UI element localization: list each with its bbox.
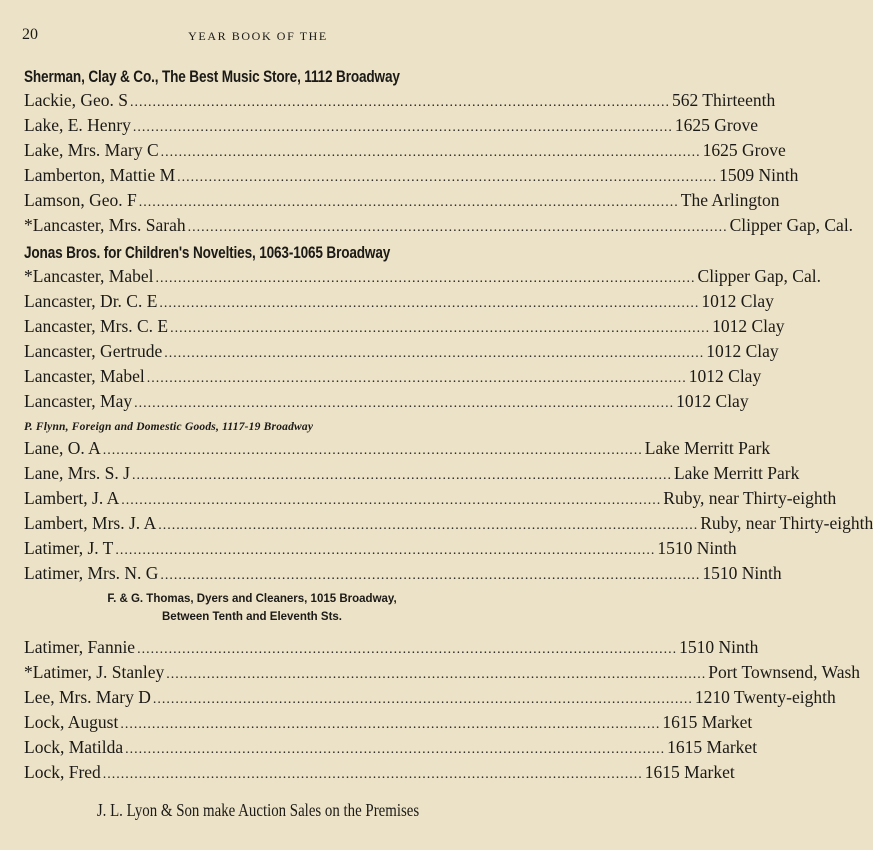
- dot-leader: ........................................................................................................................: [159, 296, 700, 311]
- directory-entry: [24, 687, 836, 712]
- entry-name: Lock, Fred: [24, 762, 101, 782]
- entry-name: Lock, Matilda: [24, 737, 124, 757]
- dot-leader: ........................................................................................................................: [102, 767, 643, 782]
- entry-name: Lock, August: [24, 712, 119, 732]
- directory-entry: [24, 165, 799, 190]
- directory-entry: [24, 513, 873, 538]
- directory-entry: [24, 563, 782, 588]
- directory-entry: [24, 215, 854, 240]
- directory-entry: [24, 140, 786, 165]
- directory-entry: [24, 463, 800, 488]
- directory-entry: [24, 266, 821, 291]
- dot-leader: ........................................................................................................................: [158, 518, 699, 533]
- dot-leader: ........................................................................................................................: [160, 568, 701, 583]
- advertisement-line: F. & G. Thomas, Dyers and Cleaners, 1015 Broadway,: [107, 593, 397, 605]
- advertisement: Jonas Bros. for Children's Novelties, 1063-1065 Broadway: [24, 243, 391, 262]
- entry-address: 1012 Clay: [676, 391, 749, 411]
- entry-name: Lee, Mrs. Mary D: [24, 687, 151, 707]
- entry-address: 1615 Market: [667, 737, 758, 757]
- dot-leader: ........................................................................................................................: [131, 468, 672, 483]
- entry-address: 1510 Ninth: [679, 637, 759, 657]
- entry-address: 1625 Grove: [674, 115, 759, 135]
- dot-leader: ........................................................................................................................: [130, 95, 670, 110]
- dot-leader: ........................................................................................................................: [146, 371, 687, 386]
- entry-name: Lane, Mrs. S. J: [24, 463, 130, 483]
- dot-leader: ........................................................................................................................: [160, 145, 701, 160]
- directory-entry: [24, 488, 837, 513]
- dot-leader: ........................................................................................................................: [164, 346, 705, 361]
- directory-entry: [24, 366, 762, 391]
- directory-entry: [24, 291, 774, 316]
- entry-name: Latimer, Fannie: [24, 637, 136, 657]
- entry-address: 1510 Ninth: [702, 563, 782, 583]
- footer-advertisement: J. L. Lyon & Son make Auction Sales on the Premises: [96, 800, 420, 820]
- entry-name: Lancaster, May: [24, 391, 133, 411]
- dot-leader: ........................................................................................................................: [120, 717, 661, 732]
- entry-name: Lancaster, Dr. C. E: [24, 291, 158, 311]
- dot-leader: ........................................................................................................................: [134, 396, 675, 411]
- entry-address: 1625 Grove: [702, 140, 786, 160]
- entry-name: Latimer, Mrs. N. G: [24, 563, 159, 583]
- directory-entry: [24, 438, 771, 463]
- entry-name: *Lancaster, Mabel: [24, 266, 154, 286]
- entry-address: 562 Thirteenth: [672, 90, 776, 110]
- dot-leader: ........................................................................................................................: [155, 271, 696, 286]
- entry-name: Lane, O. A: [24, 438, 101, 458]
- entry-address: 1510 Ninth: [657, 538, 737, 558]
- entry-address: 1012 Clay: [688, 366, 762, 386]
- entry-address: The Arlington: [680, 190, 780, 210]
- dot-leader: ........................................................................................................................: [121, 493, 662, 508]
- entry-address: Lake Merritt Park: [644, 438, 771, 458]
- entry-name: Latimer, J. T: [24, 538, 114, 558]
- entry-address: 1615 Market: [644, 762, 735, 782]
- directory-entry: [24, 538, 737, 563]
- entry-name: Lamson, Geo. F: [24, 190, 137, 210]
- advertisement: [24, 588, 480, 637]
- entry-name: Lancaster, Mabel: [24, 366, 145, 386]
- advertisement-line: Between Tenth and Eleventh Sts.: [162, 611, 342, 623]
- directory-entry: [24, 90, 776, 115]
- dot-leader: ........................................................................................................................: [138, 195, 679, 210]
- entry-address: Clipper Gap, Cal.: [697, 266, 821, 286]
- directory-entry: [24, 662, 861, 687]
- dot-leader: ........................................................................................................................: [177, 170, 718, 185]
- entry-name: *Latimer, J. Stanley: [24, 662, 165, 682]
- directory-entry: [24, 391, 749, 416]
- entry-address: 1012 Clay: [701, 291, 774, 311]
- entry-address: 1012 Clay: [706, 341, 779, 361]
- dot-leader: ........................................................................................................................: [152, 692, 693, 707]
- entry-address: 1210 Twenty-eighth: [694, 687, 836, 707]
- directory-listing: [24, 64, 873, 787]
- entry-name: Lamberton, Mattie M: [24, 165, 176, 185]
- dot-leader: ........................................................................................................................: [170, 321, 711, 336]
- page-header: [22, 26, 494, 46]
- dot-leader: ........................................................................................................................: [115, 543, 656, 558]
- entry-name: Lake, Mrs. Mary C: [24, 140, 159, 160]
- dot-leader: ........................................................................................................................: [166, 667, 707, 682]
- dot-leader: ........................................................................................................................: [132, 120, 673, 135]
- dot-leader: ........................................................................................................................: [187, 220, 728, 235]
- entry-name: Lambert, J. A: [24, 488, 120, 508]
- dot-leader: ........................................................................................................................: [137, 642, 678, 657]
- directory-entry: [24, 762, 735, 787]
- entry-name: *Lancaster, Mrs. Sarah: [24, 215, 186, 235]
- dot-leader: ........................................................................................................................: [125, 742, 666, 757]
- entry-name: Lambert, Mrs. J. A: [24, 513, 157, 533]
- directory-entry: [24, 115, 759, 140]
- entry-address: Ruby, near Thirty-eighth: [663, 488, 837, 508]
- running-head: YEAR BOOK OF THE: [188, 29, 328, 43]
- advertisement: P. Flynn, Foreign and Domestic Goods, 1117-19 Broadway: [24, 421, 314, 433]
- advertisement: Sherman, Clay & Co., The Best Music Store, 1112 Broadway: [24, 67, 400, 86]
- entry-address: 1615 Market: [662, 712, 753, 732]
- entry-address: Lake Merritt Park: [673, 463, 800, 483]
- directory-entry: [24, 190, 780, 215]
- directory-entry: [24, 316, 785, 341]
- directory-entry: [24, 341, 779, 366]
- dot-leader: ........................................................................................................................: [102, 443, 643, 458]
- entry-address: Port Townsend, Wash: [708, 662, 861, 682]
- entry-name: Lackie, Geo. S: [24, 90, 128, 110]
- entry-address: 1509 Ninth: [719, 165, 799, 185]
- entry-name: Lancaster, Gertrude: [24, 341, 163, 361]
- directory-entry: [24, 712, 753, 737]
- page-number: 20: [22, 26, 38, 43]
- entry-name: Lake, E. Henry: [24, 115, 131, 135]
- directory-entry: [24, 737, 758, 762]
- entry-address: Clipper Gap, Cal.: [729, 215, 854, 235]
- entry-address: 1012 Clay: [712, 316, 785, 336]
- entry-address: Ruby, near Thirty-eighth: [700, 513, 873, 533]
- directory-entry: [24, 637, 759, 662]
- entry-name: Lancaster, Mrs. C. E: [24, 316, 169, 336]
